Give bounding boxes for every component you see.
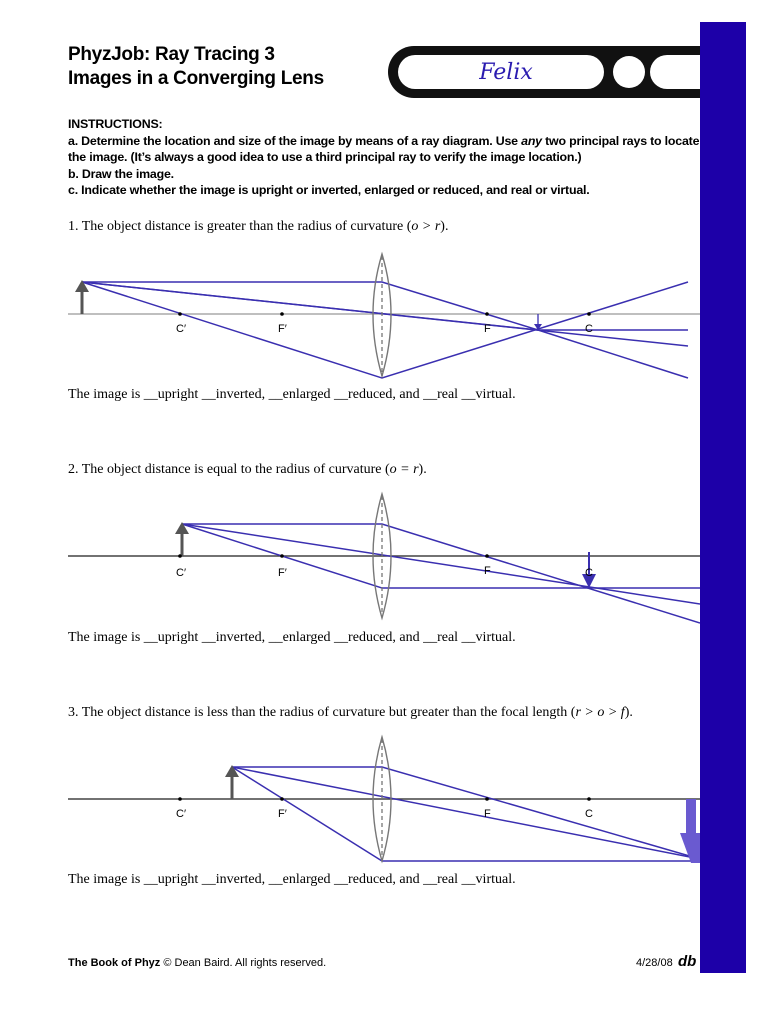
db-logo: db: [678, 953, 697, 970]
label-c-prime: C′: [176, 567, 187, 579]
name-bar: [388, 44, 728, 100]
student-name: Felix: [479, 60, 533, 85]
rays: [182, 524, 700, 623]
rays: [232, 767, 700, 861]
question-1: 1. The object distance is greater than the radius of curvature (o > r).: [68, 219, 449, 234]
label-f: F: [484, 323, 491, 335]
answer-line-1: The image is __upright __inverted, __enlarged __reduced, and __real __virtual.: [68, 387, 516, 402]
footer-date: 4/28/08: [636, 957, 673, 969]
ray-diagram-1: [60, 248, 700, 388]
question-3: 3. The object distance is less than the radius of curvature but greater than the focal length (r > o > f).: [68, 705, 633, 720]
page-title-line1: PhyzJob: Ray Tracing 3: [68, 44, 275, 65]
question-2: 2. The object distance is equal to the radius of curvature (o = r).: [68, 462, 427, 477]
page-title-line2: Images in a Converging Lens: [68, 68, 324, 89]
instruction-b: b. Draw the image.: [68, 166, 174, 181]
object-arrow: [75, 280, 89, 314]
label-c: C: [585, 323, 593, 335]
side-bar: [700, 22, 746, 973]
footer-copyright: The Book of Phyz © Dean Baird. All rights reserved.: [68, 957, 327, 969]
instruction-c: c. Indicate whether the image is upright or inverted, enlarged or reduced, and real or virtual.: [68, 183, 590, 197]
instruction-a: a. Determine the location and size of the image by means of a ray diagram. Use any two principal rays to locate the image. (It’s always a good idea to use a third principal ray to verify the image location.): [68, 133, 700, 164]
label-c: C: [585, 567, 593, 579]
label-c: C: [585, 808, 593, 820]
label-f-prime: F′: [278, 567, 287, 579]
label-f: F: [484, 565, 491, 577]
label-c-prime: C′: [176, 323, 187, 335]
answer-line-3: The image is __upright __inverted, __enlarged __reduced, and __real __virtual.: [68, 872, 516, 887]
ray-diagram-3: [60, 733, 700, 873]
object-arrow: [175, 522, 189, 556]
label-f: F: [484, 808, 491, 820]
label-f-prime: F′: [278, 323, 287, 335]
ray-diagram-2: [60, 490, 700, 630]
instructions-heading: INSTRUCTIONS:: [68, 117, 163, 131]
answer-line-2: The image is __upright __inverted, __enlarged __reduced, and __real __virtual.: [68, 630, 516, 645]
instructions: [68, 116, 708, 199]
label-c-prime: C′: [176, 808, 187, 820]
label-f-prime: F′: [278, 808, 287, 820]
